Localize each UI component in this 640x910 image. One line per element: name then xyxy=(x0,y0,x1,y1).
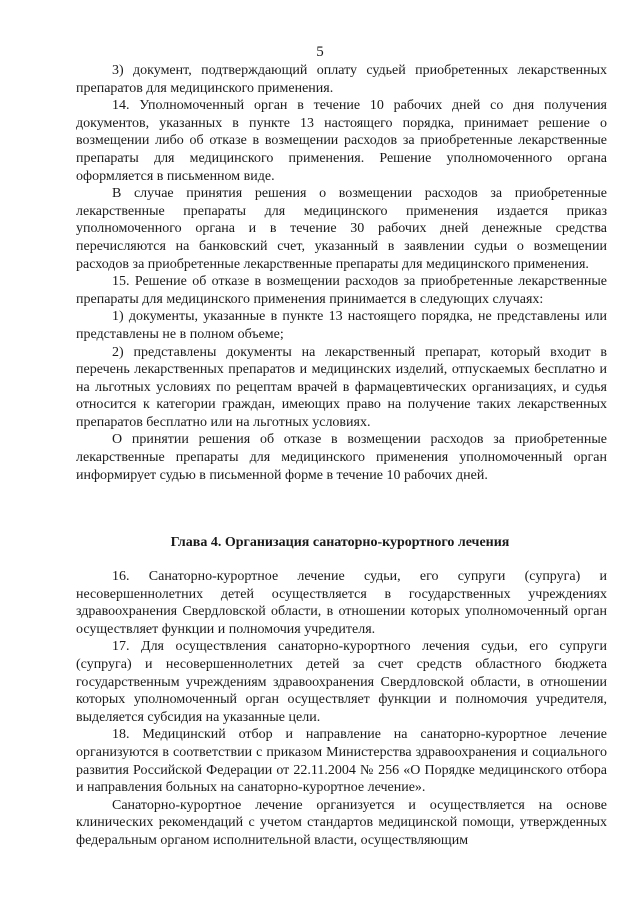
paragraph: В случае принятия решения о возмещении расходов за приобретенные лекарственные препараты для медицинского применения издается приказ уполномоченного органа и в течение 30 рабочих дней денежные средства перечисляются на банковский счет, указанный в заявлении судьи о возмещении расходов за приобретенные лекарственные препараты для медицинского применения. xyxy=(76,186,607,272)
paragraph: 17. Для осуществления санаторно-курортного лечения судьи, его супруги (супруга) и несовершеннолетних детей за счет средств областного бюджета государственным учреждениям здравоохранения Свердловской области, в отношении которых уполномоченный орган осуществляет функции и полномочия учредителя, выделяется субсидия на указанные цели. xyxy=(76,639,607,725)
page-number: 5 xyxy=(316,44,324,60)
paragraph: 2) представлены документы на лекарственный препарат, который входит в перечень лекарственных препаратов и медицинских изделий, отпускаемых бесплатно и на льготных условиях по рецептам врачей в фармацевтических организациях, и судья относится к категории граждан, имеющих право на получение таких лекарственных препаратов бесплатно или на льготных условиях. xyxy=(76,344,607,430)
paragraph: 16. Санаторно-курортное лечение судьи, его супруги (супруга) и несовершеннолетних детей осуществляется в государственных учреждениях здравоохранения Свердловской области, в отношении которых уполномоченный орган осуществляет функции и полномочия учредителя. xyxy=(76,569,607,637)
body-text-bottom xyxy=(76,568,607,850)
paragraph: 1) документы, указанные в пункте 13 настоящего порядка, не представлены или представлены не в полном объеме; xyxy=(76,309,607,342)
paragraph: 18. Медицинский отбор и направление на санаторно-курортное лечение организуются в соответствии с приказом Министерства здравоохранения и социального развития Российской Федерации от 22.11.2004 № 256 «О Порядке медицинского отбора и направления больных на санаторно-курортное лечение». xyxy=(76,727,607,796)
paragraph: Санаторно-курортное лечение организуется и осуществляется на основе клинических рекомендаций с учетом стандартов медицинской помощи, утвержденных федеральным органом исполнительной власти, осуществляющим xyxy=(76,797,607,848)
paragraph: 15. Решение об отказе в возмещении расходов за приобретенные лекарственные препараты для медицинского применения принимается в следующих случаях: xyxy=(76,274,607,307)
paragraph: 14. Уполномоченный орган в течение 10 рабочих дней со дня получения документов, указанных в пункте 13 настоящего порядка, принимает решение о возмещении либо об отказе в возмещении расходов за приобретенные лекарственные препараты для медицинского применения. Решение уполномоченного органа оформляется в письменном виде. xyxy=(76,98,607,184)
paragraph: 3) документ, подтверждающий оплату судьей приобретенных лекарственных препаратов для медицинского применения. xyxy=(76,63,607,96)
paragraph: О принятии решения об отказе в возмещении расходов за приобретенные лекарственные препараты для медицинского применения уполномоченный орган информирует судью в письменной форме в течение 10 рабочих дней. xyxy=(76,432,607,483)
body-text-top xyxy=(76,62,607,484)
chapter-heading: Глава 4. Организация санаторно-курортного лечения xyxy=(170,535,510,550)
